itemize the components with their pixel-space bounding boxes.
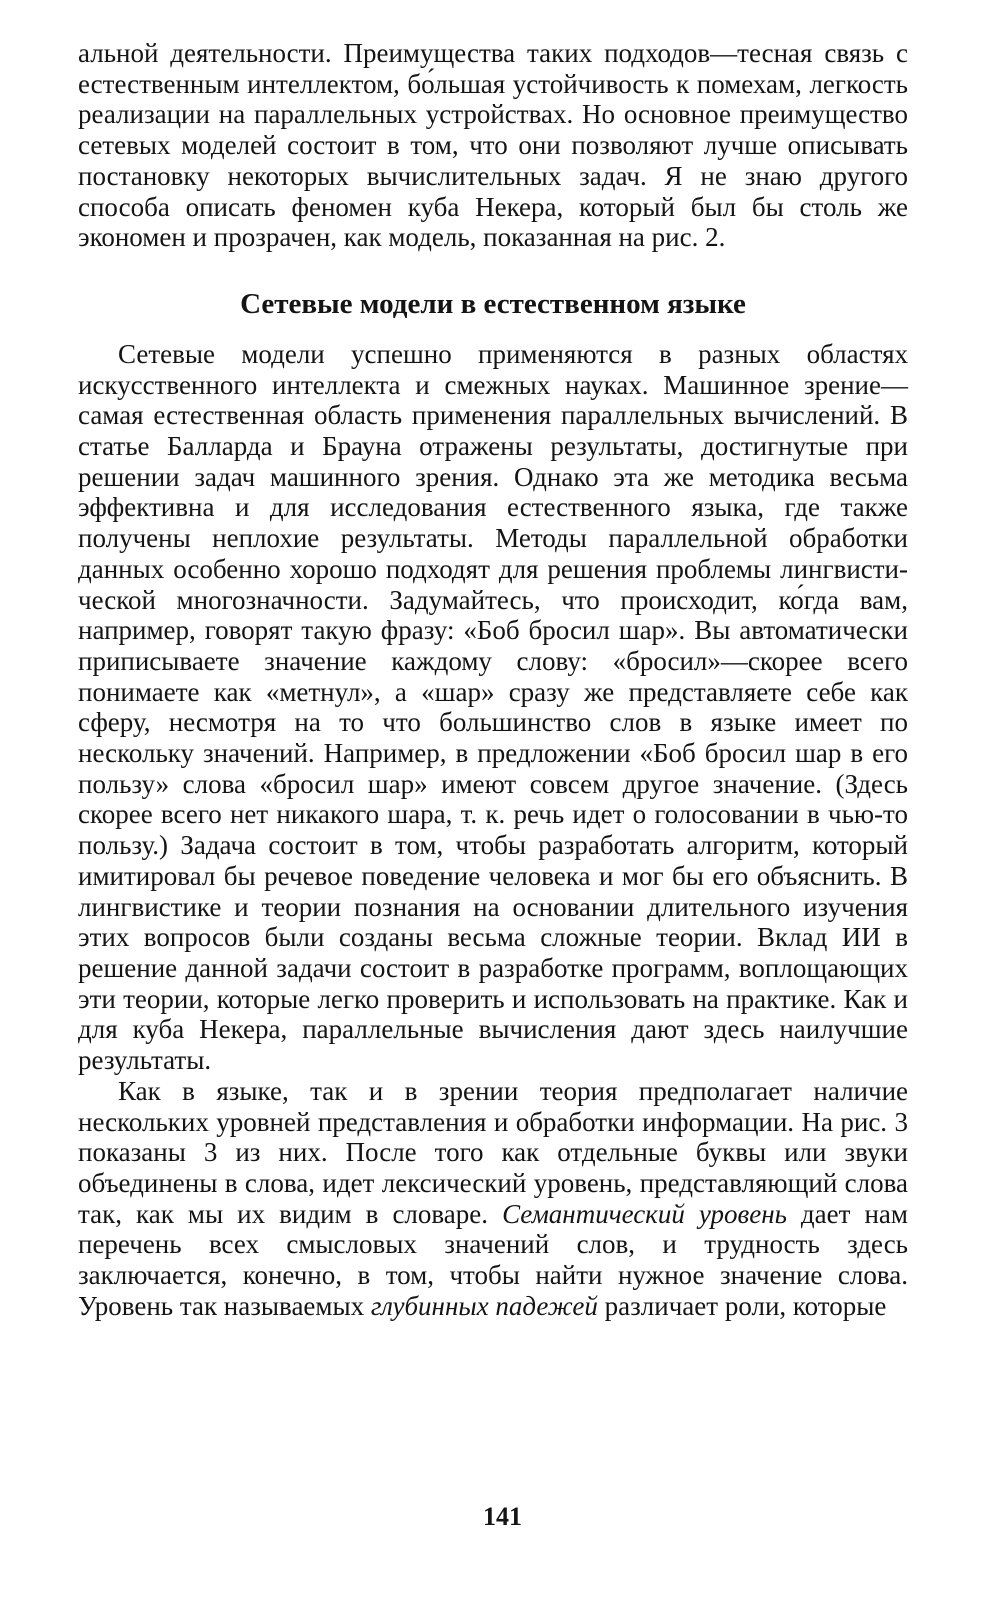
term-deep-cases: глубинных падежей xyxy=(370,1290,598,1321)
paragraph-3-text-end: различает роли, которые xyxy=(597,1290,887,1321)
paragraph-3-text-start: Как в языке, так и в зрении теория предполагает наличие нескольких уровней представления и обработки информации. На рис. 3 показаны 3 из них. После того как отдельные буквы или звуки объединены в слова, идет лексический уровень, представляющий слова так, как мы их видим в словаре. xyxy=(78,1075,908,1229)
body-paragraph-1: альной деятельности. Преимущества таких подходов—тесная связь с естественным интеллектом, бо́льшая устойчивость к помехам, легкость реализации на параллельных устройствах. Но основное преимущество сетевых моделей состоит в том, что они позволяют лучше описывать постановку некоторых вычислительных задач. Я не знаю другого способа описать феномен куба Некера, который был бы столь же экономен и прозрачен, как модель, показанная на рис. 2. xyxy=(78,38,908,253)
page-number: 141 xyxy=(483,1502,522,1531)
term-semantic-level: Семантический уровень xyxy=(502,1198,787,1229)
body-paragraph-3 xyxy=(78,1076,908,1322)
section-heading: Сетевые модели в естественном языке xyxy=(240,287,746,320)
body-paragraph-2: Сетевые модели успешно применяются в разных областях искусственного интеллекта и смежных науках. Машинное зрение—самая естественная область применения параллельных вычислений. В статье Балларда и Брауна отражены результаты, достигнутые при решении задач машинного зрения. Однако эта же методика весьма эффективна и для исследования естественного языка, где также получены неплохие результаты. Методы параллельной обработки данных особенно хорошо подходят для решения проблемы лингвистической многозначности. Задумайтесь, что происходит, ко́гда вам, например, говорят такую фразу: «Боб бросил шар». Вы автоматически приписываете значение каждому слову: «бросил»—скорее всего понимаете как «метнул», а «шар» сразу же представляете себе как сферу, несмотря на то что большинство слов в языке имеет по нескольку значений. Например, в предложении «Боб бросил шар в его пользу» слова «бросил шар» имеют совсем другое значение. (Здесь скорее всего нет никакого шара, т. к. речь идет о голосовании в чью-то пользу.) Задача состоит в том, чтобы разработать алгоритм, который имитировал бы речевое поведение человека и мог бы его объяснить. В лингвистике и теории познания на основании длительного изучения этих вопросов были созданы весьма сложные теории. Вклад ИИ в решение данной задачи состоит в разработке программ, воплощающих эти теории, которые легко проверить и использовать на практике. Как и для куба Некера, параллельные вычисления дают здесь наилучшие результаты. xyxy=(78,338,908,1076)
paragraph-3-text-middle: дает нам перечень всех смысловых значений слов, и трудность здесь заключается, конечно, в том, чтобы найти нужное значение слова. Уровень так называемых xyxy=(78,1198,908,1321)
book-page xyxy=(78,38,908,1321)
